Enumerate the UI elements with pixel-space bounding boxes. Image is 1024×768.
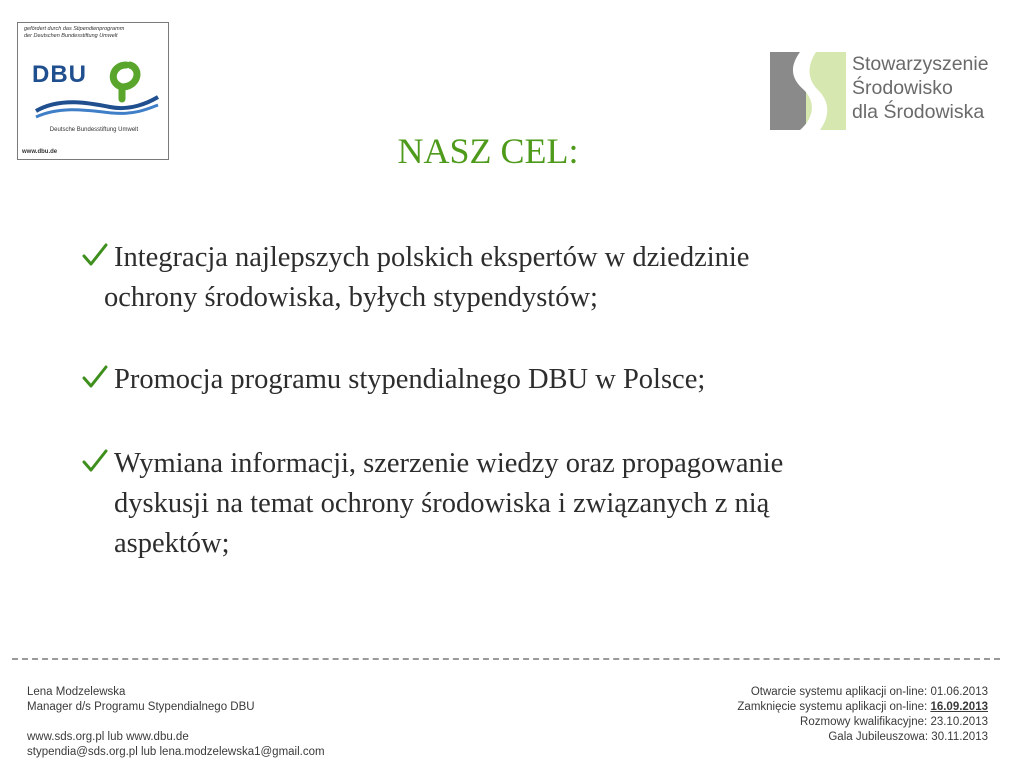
schedule-label: Gala Jubileuszowa: [828,731,929,743]
schedule-label: Rozmowy kwalifikacyjne: [800,716,928,728]
schedule-row [737,715,988,730]
contact-name: Lena Modzelewska [27,686,126,698]
dbu-subtitle: Deutsche Bundesstiftung Umwelt [49,127,139,133]
schedule-row [737,700,988,715]
sds-line1: Stowarzyszenie [852,53,989,75]
dbu-url: www.dbu.de [22,149,58,155]
goal-item-line: dyskusji na temat ochrony środowiska i związanych z nią [114,488,770,519]
sds-line2: Środowisko [852,77,953,99]
goal-item-line: Wymiana informacji, szerzenie wiedzy oraz propagowanie [114,448,784,479]
schedule-date: 23.10.2013 [930,716,988,728]
dbu-sponsor-line1: gefördert durch das Stipendienprogramm [24,26,125,32]
dbu-sponsor-line2: der Deutschen Bundesstiftung Umwelt [24,33,118,39]
checkmark-icon [80,446,110,476]
dbu-wordmark: DBU [32,61,87,88]
contact-websites[interactable]: www.sds.org.pl lub www.dbu.de [27,731,189,743]
goal-item-line: Promocja programu stypendialnego DBU w Polsce; [114,364,706,395]
schedule-label: Otwarcie systemu aplikacji on-line: [750,686,928,698]
footer-divider [12,658,1000,660]
schedule-row [737,685,988,700]
goal-item-line: Integracja najlepszych polskich ekspertów w dziedzinie [114,242,750,273]
contact-emails[interactable]: stypendia@sds.org.pl lub lena.modzelewska1@gmail.com [27,746,325,758]
contact-role: Manager d/s Programu Stypendialnego DBU [27,701,255,713]
goal-item [80,360,940,400]
schedule-date-highlight: 16.09.2013 [930,701,988,713]
schedule-label: Zamknięcie systemu aplikacji on-line: [737,701,928,713]
goal-item-line: aspektów; [114,528,230,559]
goal-item-line: ochrony środowiska, byłych stypendystów; [104,282,598,313]
dbu-sponsor-text [24,26,164,40]
footer-contact [27,685,325,760]
goal-item [80,444,940,564]
slide-title: NASZ CEL: [397,131,579,171]
sds-logo-mark-icon [770,52,846,130]
schedule-row [737,730,988,745]
footer-schedule [737,685,988,745]
goal-item [80,238,900,318]
sds-line3: dla Środowiska [852,101,985,123]
sds-logo-text [852,52,989,124]
schedule-date: 30.11.2013 [931,731,988,743]
schedule-date: 01.06.2013 [930,686,988,698]
checkmark-icon [80,240,110,270]
checkmark-icon [80,362,110,392]
